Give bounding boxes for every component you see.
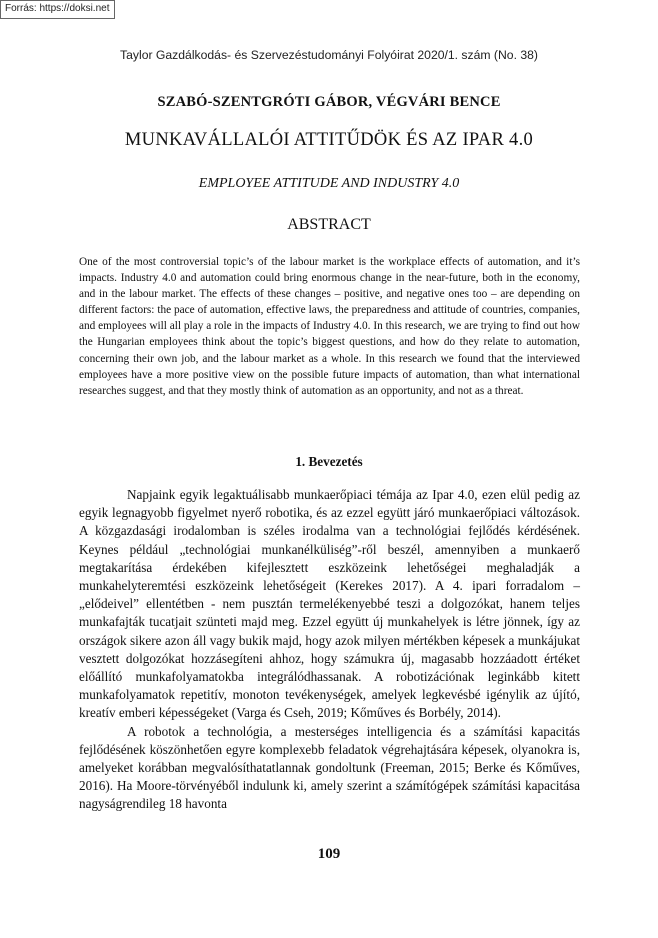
abstract-text: One of the most controversial topic’s of the labour market is the workplace effects of automation, and it’s impacts. Industry 4.0 and automation could bring enormous change in the near-future, both in the economy, and in the labour market. The effects of these changes – positive, and negative ones too – are depending on different factors: the pace of automation, effective laws, the preparedness and attitude of countries, companies, and employees will all play a role in the impacts of Industry 4.0. In this research, we are trying to find out how the Hungarian employees think about the topic’s biggest questions, and how do they relate to automation, concerning their own job, and the labour market as a whole. In this research we found that the interviewed employees have a more positive view on the possible future impacts of automation, than what international researches suggest, and that they mostly think of automation as an opportunity, and not as a threat. [79,256,580,397]
abstract-heading: ABSTRACT [287,216,371,233]
body-paragraph: Napjaink egyik legaktuálisabb munkaerőpiaci témája az Ipar 4.0, ezen elül pedig az egyik legnagyobb figyelmet nyerő robotika, és az ezzel együtt járó munkaerőpiaci változások. A közgazdasági irodalomban is széles irodalma van a technológiai fejlődés kérdésének. Keynes például „technológiai munkanélküliség”-ről beszél, amennyiben a munkaerő megtakarítása érdekében kifejlesztett eszközeink lehetőségei meghaladják a munkahelyteremtési eszközeink lehetőségeit (Kerekes 2017). A 4. ipari forradalom – „elődeivel” ellentétben - nem pusztán termelékenyebbé teszi a dolgozókat, hanem teljes munkafajták tucatjait szünteti majd meg. Ezzel együtt új munkahelyek is létre jönnek, így az országok sikere azon áll vagy bukik majd, hogy azok milyen mértékben képesek a munkájukat vesztett dolgozókat hozzásegíteni ahhoz, hogy számukra új, magasabb hozzáadott értéket előállító munkafolyamatokba integrálódhassanak. A robotizációnak leginkább kitett munkafolyamatok repetitív, monoton tevékenységek, amelyek legkevésbé igénylik az újító, kreatív emberi képességeket (Varga és Cseh, 2019; Kőműves és Borbély, 2014). [79,487,580,721]
section-heading: 1. Bevezetés [295,454,363,469]
authors: SZABÓ-SZENTGRÓTI GÁBOR, VÉGVÁRI BENCE [157,94,501,110]
article-title: MUNKAVÁLLALÓI ATTITŰDÖK ÉS AZ IPAR 4.0 [124,130,534,150]
section-body [79,486,580,814]
page-number: 109 [317,846,341,862]
journal-header: Taylor Gazdálkodás- és Szervezéstudományi Folyóirat 2020/1. szám (No. 38) [120,48,538,62]
article-title-english: EMPLOYEE ATTITUDE AND INDUSTRY 4.0 [198,176,460,191]
source-badge: Forrás: https://doksi.net [0,0,115,19]
body-paragraph: A robotok a technológia, a mesterséges intelligencia és a számítási kapacitás fejlődésének köszönhetően egyre komplexebb feladatok végrehajtására képesek, olyanokra is, amelyeket korábban megvalósíthatatlannak gondoltunk (Freeman, 2015; Berke és Kőműves, 2016). Ha Moore-törvényéből indulunk ki, amely szerint a számítógépek számítási kapacitása nagyságrendileg 18 havonta [79,723,580,812]
